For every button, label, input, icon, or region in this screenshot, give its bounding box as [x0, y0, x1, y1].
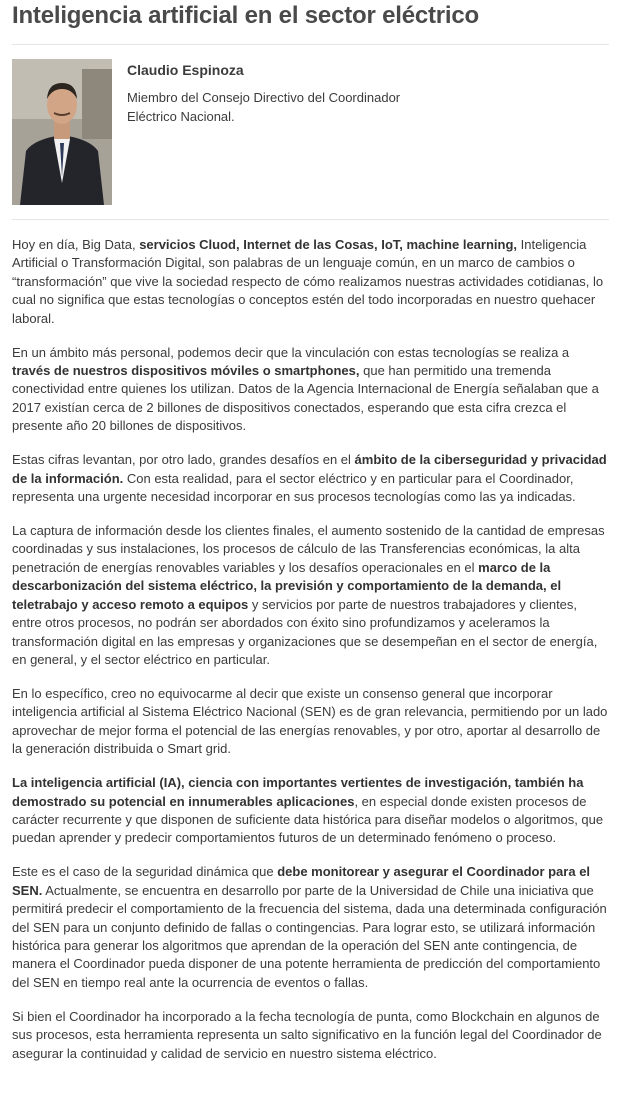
paragraph-text: Inteligencia Artificial o Transformación Digital, son palabras de un lenguaje común, en un marco de cambios o “transformación” que vive la sociedad respecto de cómo realizamos nuestras actividades cotidianas, lo cual no significa que estas tecnologías o conceptos estén del todo incorporadas en nuestro quehacer laboral.: [12, 237, 604, 326]
author-role: Miembro del Consejo Directivo del Coordinador Eléctrico Nacional.: [127, 90, 401, 124]
emphasis-text: servicios Cluod, Internet de las Cosas, IoT, machine learning,: [139, 237, 518, 252]
paragraph-text: En un ámbito más personal, podemos decir que la vinculación con estas tecnologías se realiza a: [12, 344, 570, 360]
emphasis-text: debe monitorear y asegurar el Coordinador para el SEN.: [12, 864, 591, 898]
article-paragraph: [12, 774, 609, 848]
article-paragraph: [12, 522, 609, 669]
article-paragraph: [12, 685, 609, 759]
emphasis-text: ámbito de la ciberseguridad y privacidad de la información.: [12, 452, 607, 486]
paragraph-text: Con esta realidad, para el sector eléctrico y en particular para el Coordinador, representa una urgente necesidad incorporar en sus procesos tecnologías como las ya indicadas.: [12, 470, 576, 505]
title-divider: [12, 44, 609, 45]
author-portrait-icon: [12, 59, 112, 205]
paragraph-text: Hoy en día, Big Data,: [12, 237, 140, 252]
paragraph-text: Estas cifras levantan, por otro lado, grandes desafíos en el: [12, 452, 355, 468]
article-paragraph: [12, 451, 609, 506]
emphasis-text: través de nuestros dispositivos móviles o smartphones,: [12, 363, 360, 379]
page-title: Inteligencia artificial en el sector eléctrico: [12, 2, 479, 29]
author-divider: [12, 219, 609, 220]
emphasis-text: La inteligencia artificial (IA), ciencia con importantes vertientes de investigación, también ha demostrado su potencial en innumerables aplicaciones: [12, 775, 584, 809]
paragraph-text: y servicios por parte de nuestros trabajadores y clientes, entre otros procesos, no podrán ser abordados con éxito sino profundizamos y aceleramos la transformación digital en las empresas y organizaciones que se desempeñan en el sector de energía, en general, y el sector eléctrico en particular.: [12, 596, 598, 667]
article-paragraph: [12, 1008, 609, 1063]
paragraph-text: que han permitido una tremenda conectividad entre quienes los utilizan. Datos de la Agencia Internacional de Energía señalaban que a 2017 existían cerca de 2 billones de dispositivos conectados, esperando que esta cifra crezca el presente año 20 billones de dispositivos.: [12, 363, 599, 434]
paragraph-text: La captura de información desde los clientes finales, el aumento sostenido de la cantidad de empresas coordinadas y sus instalaciones, los procesos de cálculo de las Transferencias económicas, la alta penetración de energías renovables variables y los desafíos operacionales en el: [12, 523, 605, 575]
article-paragraph: [12, 344, 609, 436]
paragraph-text: Este es el caso de la seguridad dinámica que: [12, 864, 278, 880]
article-paragraph: [12, 236, 609, 328]
paragraph-text: Actualmente, se encuentra en desarrollo por parte de la Universidad de Chile una iniciativa que permitirá predecir el comportamiento de la frecuencia del sistema, dada una determinada configuración del SEN para un conjunto definido de fallas o contingencias. Para lograr esto, se utilizará información histórica para generar los algoritmos que aprendan de la operación del SEN ante contingencia, de manera el Coordinador pueda disponer de una potente herramienta de predicción del comportamiento del SEN en tiempo real ante la ocurrencia de eventos o fallas.: [12, 882, 607, 990]
author-photo: [12, 59, 112, 205]
author-name: Claudio Espinoza: [127, 62, 244, 78]
article-paragraph: [12, 863, 609, 992]
emphasis-text: marco de la descarbonización del sistema eléctrico, la previsión y comportamiento de la demanda, el teletrabajo y acceso remoto a equipos: [12, 559, 562, 612]
paragraph-text: , en especial donde existen procesos de carácter recurrente y que disponen de suficiente data histórica para diseñar modelos o algoritmos, que puedan aprender y predecir comportamientos futuros de un determinado fenómeno o proceso.: [12, 793, 604, 846]
paragraph-text: En lo específico, creo no equivocarme al decir que existe un consenso general que incorporar inteligencia artificial al Sistema Eléctrico Nacional (SEN) es de gran relevancia, permitiendo por un lado aprovechar de mejor forma el potencial de las energías renovables, y por otro, aportar al desarrollo de la generación distribuida o Smart grid.: [12, 685, 608, 757]
article-body: [12, 236, 609, 1079]
paragraph-text: Si bien el Coordinador ha incorporado a la fecha tecnología de punta, como Blockchain en algunos de sus procesos, esta herramienta representa un salto significativo en la función legal del Coordinador de asegurar la continuidad y calidad de servicio en nuestro sistema eléctrico.: [12, 1008, 602, 1061]
